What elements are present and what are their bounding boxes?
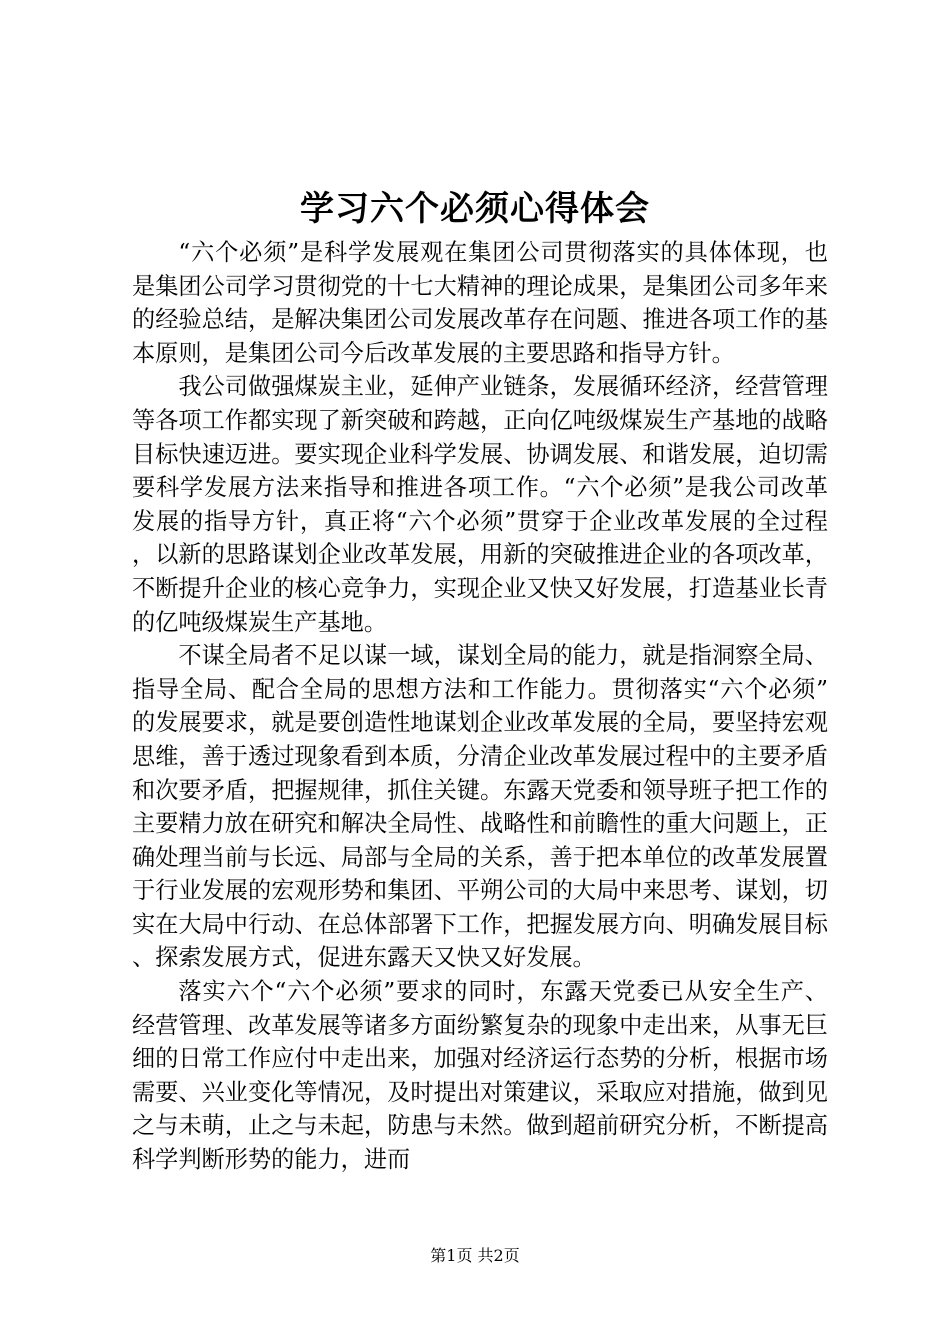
paragraph: 不谋全局者不足以谋一域，谋划全局的能力，就是指洞察全局、指导全局、配合全局的思想方法和工作能力。贯彻落实“六个必须”的发展要求，就是要创造性地谋划企业改革发展的全局，要坚持宏观思维，善于透过现象看到本质，分清企业改革发展过程中的主要矛盾和次要矛盾，把握规律，抓住关键。东露天党委和领导班子把工作的主要精力放在研究和解决全局性、战略性和前瞻性的重大问题上，正确处理当前与长远、局部与全局的关系，善于把本单位的改革发展置于行业发展的宏观形势和集团、平朔公司的大局中来思考、谋划，切实在大局中行动、在总体部署下工作，把握发展方向、明确发展目标、探索发展方式，促进东露天又快又好发展。	[132, 642, 828, 972]
paragraph: 我公司做强煤炭主业，延伸产业链条，发展循环经济，经营管理等各项工作都实现了新突破和跨越，正向亿吨级煤炭生产基地的战略目标快速迈进。要实现企业科学发展、协调发展、和谐发展，迫切需要科学发展方法来指导和推进各项工作。“六个必须”是我公司改革发展的指导方针，真正将“六个必须”贯穿于企业改革发展的全过程，以新的思路谋划企业改革发展，用新的突破推进企业的各项改革，不断提升企业的核心竞争力，实现企业又快又好发展，打造基业长青的亿吨级煤炭生产基地。	[132, 373, 828, 636]
page-number-footer: 第1页 共2页	[430, 1246, 520, 1265]
paragraph: “六个必须”是科学发展观在集团公司贯彻落实的具体体现，也是集团公司学习贯彻党的十七大精神的理论成果，是集团公司多年来的经验总结，是解决集团公司发展改革存在问题、推进各项工作的基本原则，是集团公司今后改革发展的主要思路和指导方针。	[132, 239, 828, 367]
document-title: 学习六个必须心得体会	[300, 189, 650, 229]
document-body	[132, 236, 828, 1177]
paragraph: 落实六个“六个必须”要求的同时，东露天党委已从安全生产、经营管理、改革发展等诸多方面纷繁复杂的现象中走出来，从事无巨细的日常工作应付中走出来，加强对经济运行态势的分析，根据市场需要、兴业变化等情况，及时提出对策建议，采取应对措施，做到见之与未萌，止之与未起，防患与未然。做到超前研究分析，不断提高科学判断形势的能力，进而	[132, 978, 828, 1174]
